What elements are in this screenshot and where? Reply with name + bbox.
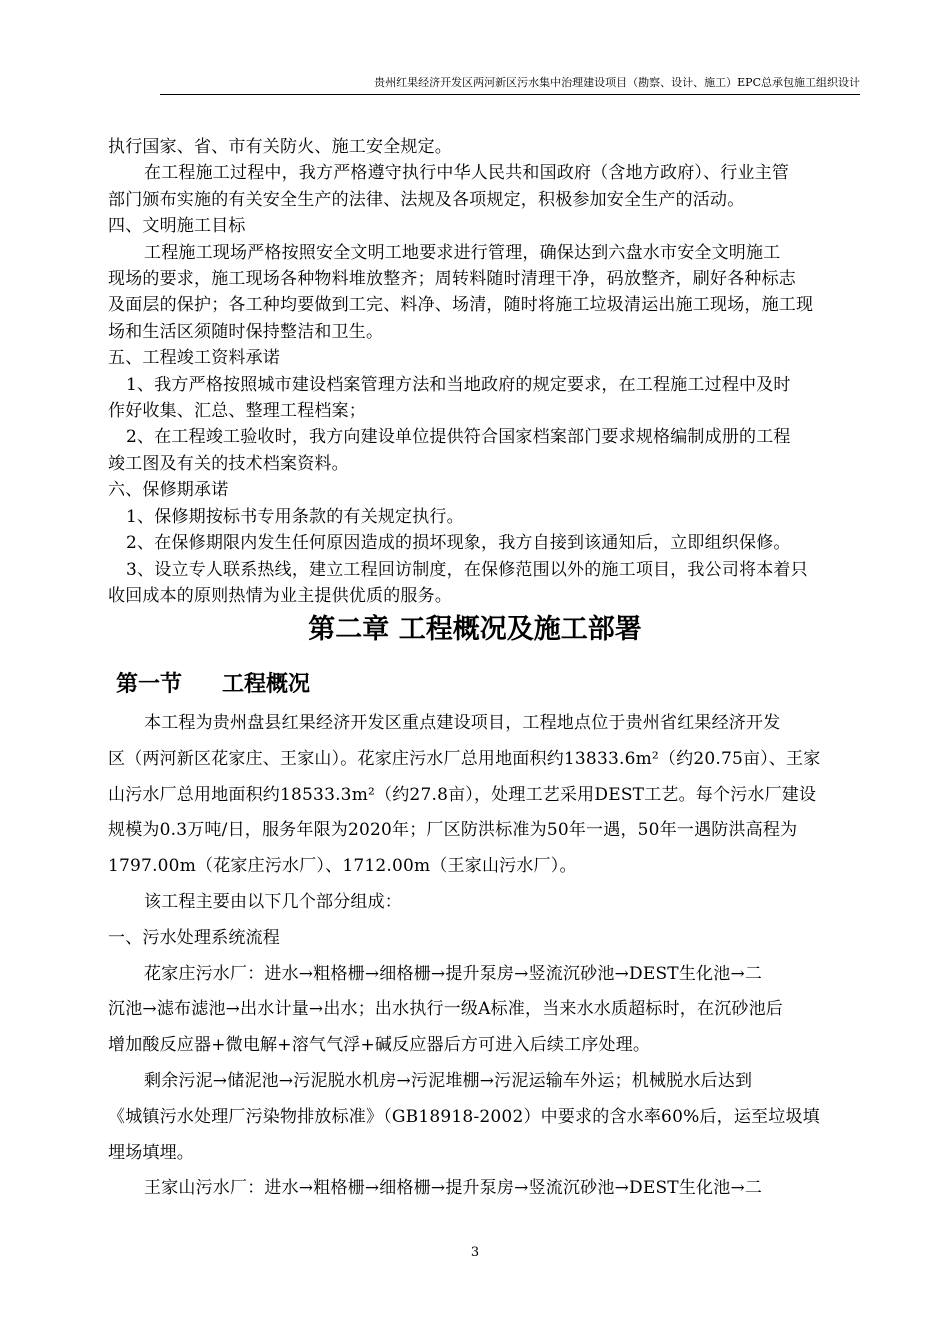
paragraph-line: 花家庄污水厂：进水→粗格栅→细格栅→提升泵房→竖流沉砂池→DEST生化池→二: [144, 963, 763, 984]
paragraph-line: 王家山污水厂：进水→粗格栅→细格栅→提升泵房→竖流沉砂池→DEST生化池→二: [144, 1178, 763, 1199]
paragraph-line: 规模为0.3万吨/日，服务年限为2020年；厂区防洪标准为50年一遇，50年一遇防洪高程为: [108, 820, 798, 841]
paragraph-line: 1797.00m（花家庄污水厂）、1712.00m（王家山污水厂）。: [108, 856, 577, 877]
heading-process-flow: 一、污水处理系统流程: [108, 927, 280, 948]
paragraph-line: 作好收集、汇总、整理工程档案；: [108, 401, 366, 422]
heading-warranty: 六、保修期承诺: [108, 480, 229, 501]
paragraph-line: 区（两河新区花家庄、王家山）。花家庄污水厂总用地面积约13833.6m²（约20.75亩）、王家: [108, 748, 821, 769]
header-title: 贵州红果经济开发区两河新区污水集中治理建设项目（勘察、设计、施工）EPC总承包施工组织设计: [374, 76, 860, 89]
paragraph-line: 场和生活区须随时保持整洁和卫生。: [108, 321, 384, 342]
page-number: 3: [470, 1245, 480, 1260]
paragraph-line: 及面层的保护；各工种均要做到工完、料净、场清，随时将施工垃圾清运出施工现场，施工现: [108, 295, 814, 316]
paragraph-line: 增加酸反应器+微电解+溶气气浮+碱反应器后方可进入后续工序处理。: [108, 1035, 651, 1056]
chapter-title: 第二章 工程概况及施工部署: [308, 614, 642, 645]
list-item: 2、在保修期限内发生任何原因造成的损坏现象，我方自接到该通知后，立即组织保修。: [126, 533, 791, 554]
paragraph-line: 沉池→滤布滤池→出水计量→出水；出水执行一级A标准，当来水水质超标时，在沉砂池后: [108, 999, 784, 1020]
paragraph-line: 山污水厂总用地面积约18533.3m²（约27.8亩），处理工艺采用DEST工艺。每个污水厂建设: [108, 784, 817, 805]
heading-civilized-construction: 四、文明施工目标: [108, 216, 246, 237]
list-item: 3、设立专人联系热线，建立工程回访制度，在保修范围以外的施工项目，我公司将本着只: [126, 559, 808, 580]
paragraph-line: 现场的要求，施工现场各种物料堆放整齐；周转料随时清理干净，码放整齐，刷好各种标志: [108, 269, 796, 290]
paragraph-line: 部门颁布实施的有关安全生产的法律、法规及各项规定，积极参加安全生产的活动。: [108, 189, 745, 210]
paragraph-line: 剩余污泥→储泥池→污泥脱水机房→污泥堆棚→污泥运输车外运；机械脱水后达到: [144, 1070, 753, 1091]
section-number: 第一节: [116, 672, 183, 697]
paragraph-line: 该工程主要由以下几个部分组成：: [144, 891, 402, 912]
section-safety-and-commitments: [108, 134, 860, 609]
paragraph-line: 在工程施工过程中，我方严格遵守执行中华人民共和国政府（含地方政府）、行业主管: [144, 163, 790, 184]
page-header: [160, 76, 860, 95]
paragraph-line: 《城镇污水处理厂污染物排放标准》（GB18918-2002）中要求的含水率60%后，运至垃圾填: [108, 1106, 820, 1127]
paragraph-line: 埋场填埋。: [108, 1142, 194, 1163]
paragraph-line: 工程施工现场严格按照安全文明工地要求进行管理，确保达到六盘水市安全文明施工: [144, 242, 781, 263]
paragraph-line: 收回成本的原则热情为业主提供优质的服务。: [108, 585, 452, 606]
section-title: 工程概况: [222, 672, 311, 697]
list-item: 2、在工程竣工验收时，我方向建设单位提供符合国家档案部门要求规格编制成册的工程: [126, 427, 791, 448]
paragraph-line: 本工程为贵州盘县红果经济开发区重点建设项目，工程地点位于贵州省红果经济开发: [144, 713, 781, 733]
list-item: 1、保修期按标书专用条款的有关规定执行。: [126, 506, 464, 527]
heading-completion-documents: 五、工程竣工资料承诺: [108, 348, 280, 369]
list-item: 1、我方严格按照城市建设档案管理方法和当地政府的规定要求，在工程施工过程中及时: [126, 374, 791, 395]
section-heading: [116, 670, 310, 700]
paragraph-line: 竣工图及有关的技术档案资料。: [108, 453, 349, 474]
paragraph-line: 执行国家、省、市有关防火、施工安全规定。: [108, 137, 452, 157]
section-project-overview: [108, 706, 860, 1207]
